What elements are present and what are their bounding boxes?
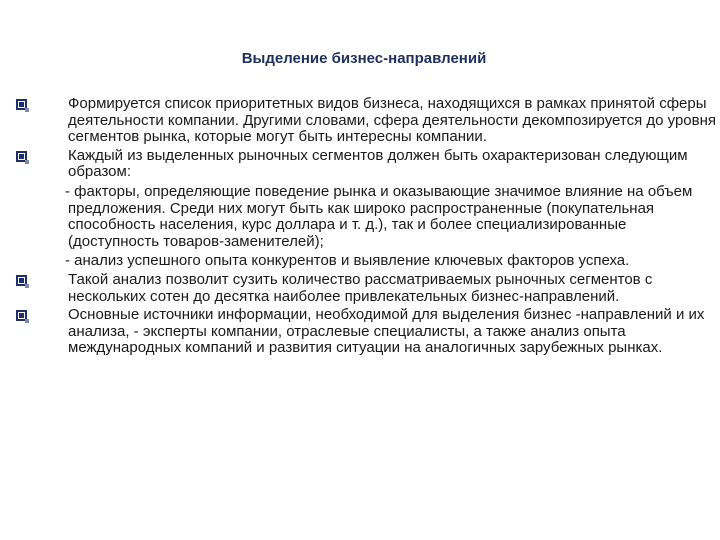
bullet-text: Формируется список приоритетных видов бизнеса, находящихся в рамках принятой сферы деятельности компании. Другими словами, сфера деятельности декомпозируется до уровня сегментов рынка, которые могут быть интересны компании. <box>68 95 717 146</box>
checkbox-bullet-icon <box>16 151 27 162</box>
bullet-text: Основные источники информации, необходимой для выделения бизнес -направлений и их анализа, - эксперты компании, отраслевые специалисты, а также анализ опыта международных компаний и развития ситуации на аналогичных зарубежных рынках. <box>68 306 705 357</box>
page-title: Выделение бизнес-направлений <box>241 50 487 67</box>
bullet-item-2 <box>16 148 716 270</box>
checkbox-bullet-icon <box>16 275 27 286</box>
bullet-text: Такой анализ позволит сузить количество рассматриваемых рыночных сегментов с нескольких сотен до десятка наиболее привлекательных бизнес-направлений. <box>68 270 653 305</box>
bullet-item-4 <box>16 307 716 357</box>
sub-item-competitors: - анализ успешного опыта конкурентов и выявление ключевых факторов успеха. <box>65 252 630 270</box>
sub-item-factors: - факторы, определяющие поведение рынка и оказывающие значимое влияние на объем предложения. Среди них могут быть как широко распространенные (покупательная способность населения, курс доллара и т. д.), так и более специализированные (доступность товаров-заменителей); <box>65 182 693 250</box>
checkbox-bullet-icon <box>16 99 27 110</box>
bullet-item-1 <box>16 96 716 146</box>
bullet-list <box>16 96 716 359</box>
bullet-text: Каждый из выделенных рыночных сегментов должен быть охарактеризован следующим образом: <box>68 146 688 181</box>
bullet-item-3 <box>16 272 716 305</box>
checkbox-bullet-icon <box>16 310 27 321</box>
